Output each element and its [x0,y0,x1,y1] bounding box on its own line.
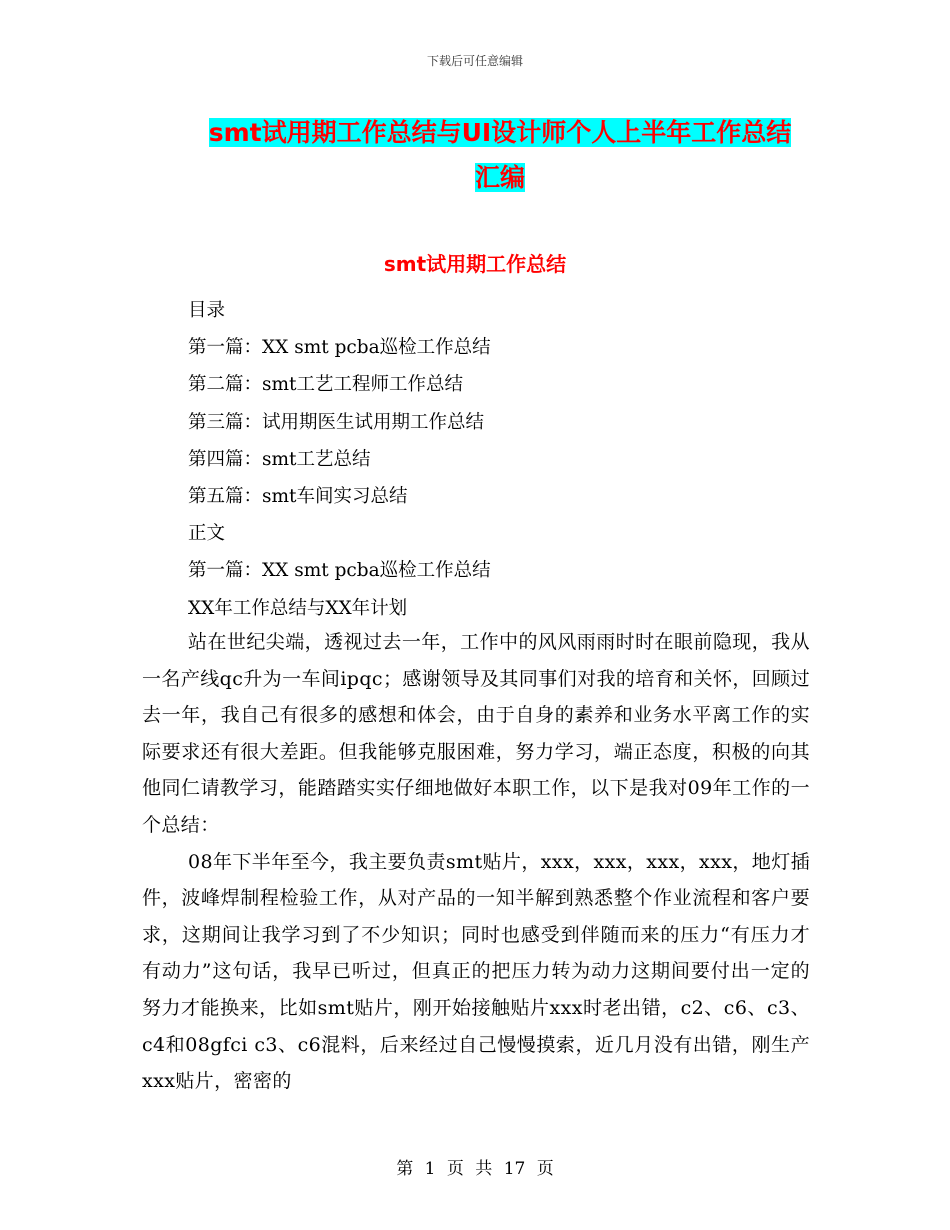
toc-item: XX年工作总结与XX年计划 [188,597,408,619]
toc-item: 第四篇：smt工艺总结 [188,448,371,470]
section-title: smt试用期工作总结 [383,252,567,276]
document-title [140,110,860,200]
toc-item: 正文 [188,523,226,545]
toc-item: 目录 [188,300,226,321]
page-number-footer: 第 1 页 共 17 页 [396,1159,554,1179]
document-title-line-2: 汇编 [474,163,525,192]
toc-item: 第一篇：XX smt pcba巡检工作总结 [188,560,491,582]
document-title-line-1: smt试用期工作总结与UI设计师个人上半年工作总结 [208,118,792,147]
body-paragraph: 08年下半年至今，我主要负责smt贴片，xxx，xxx，xxx，xxx，地灯插件，波峰焊制程检验工作，从对产品的一知半解到熟悉整个作业流程和客户要求，这期间让我学习到了不少知识；同时也感受到伴随而来的压力“有压力才有动力”这句话，我早已听过，但真正的把压力转为动力这期间要付出一定的努力才能换来，比如smt贴片，刚开始接触贴片xxx时老出错，c2、c6、c3、c4和08gfci c3、c6混料，后来经过自己慢慢摸索，近几月没有出错，刚生产xxx贴片，密密的 [142,850,810,1093]
page-header-note: 下载后可任意编辑 [426,54,523,68]
toc-item: 第二篇：smt工艺工程师工作总结 [188,374,463,396]
toc-item: 第一篇：XX smt pcba巡检工作总结 [188,337,491,359]
toc-item: 第三篇：试用期医生试用期工作总结 [188,411,485,433]
toc-item: 第五篇：smt车间实习总结 [188,485,408,507]
table-of-contents [188,292,491,627]
body-text [142,624,810,1100]
body-paragraph: 站在世纪尖端，透视过去一年，工作中的风风雨雨时时在眼前隐现，我从一名产线qc升为一车间ipqc；感谢领导及其同事们对我的培育和关怀，回顾过去一年，我自己有很多的感想和体会，由于自身的素养和业务水平离工作的实际要求还有很大差距。但我能够克服困难，努力学习，端正态度，积极的向其他同仁请教学习，能踏踏实实仔细地做好本职工作，以下是我对09年工作的一个总结： [142,631,810,836]
